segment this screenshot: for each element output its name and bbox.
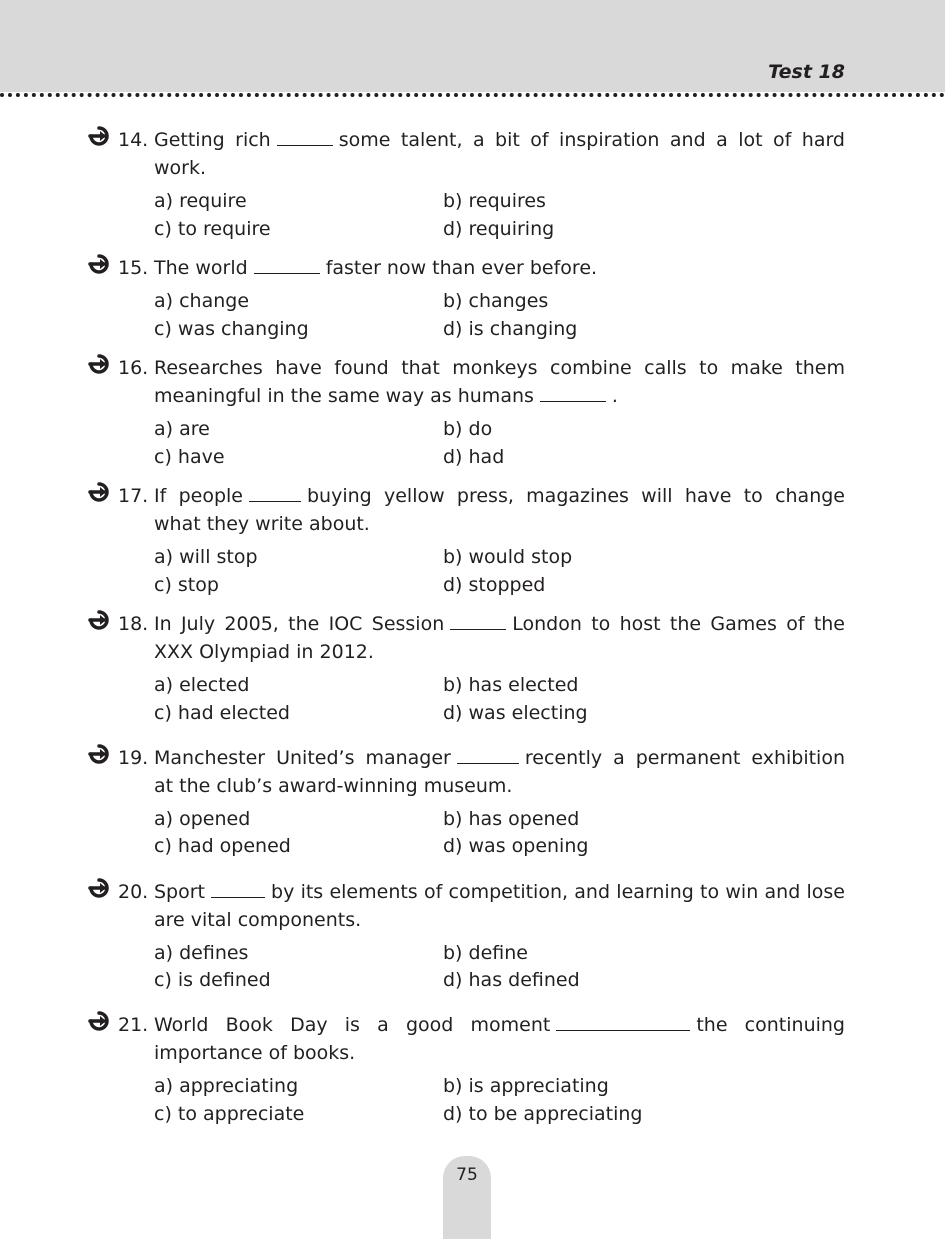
arrow-bullet-icon [88, 481, 114, 503]
option-b[interactable]: b) changes [443, 290, 549, 312]
question-text-after: buying yellow press, magazines will have to change what they write about. [154, 485, 845, 535]
question-number: 21. [118, 1014, 149, 1036]
question-text [154, 126, 845, 182]
question-text-after: recently a permanent exhibition at the club’s award-winning museum. [154, 747, 845, 797]
arrow-bullet-icon [88, 877, 114, 899]
option-c[interactable]: c) to require [154, 218, 271, 240]
question-number: 16. [118, 357, 149, 379]
answer-blank [249, 483, 301, 502]
question-text-before: Researches have found that monkeys combine calls to make them meaningful in the same way as humans [154, 357, 845, 407]
option-d[interactable]: d) was opening [443, 835, 589, 857]
question-text-after: by its elements of competition, and learning to win and lose are vital components. [154, 881, 845, 931]
option-b[interactable]: b) is appreciating [443, 1075, 609, 1097]
option-d[interactable]: d) is changing [443, 318, 578, 340]
option-a[interactable]: a) elected [154, 674, 250, 696]
question-number: 15. [118, 257, 149, 279]
question-number: 18. [118, 613, 149, 635]
question-text-before: In July 2005, the IOC Session [154, 613, 445, 635]
question-text-before: Sport [154, 881, 206, 903]
question-text-after: the continuing importance of books. [154, 1014, 845, 1064]
option-a[interactable]: a) change [154, 290, 250, 312]
answer-blank [457, 745, 519, 764]
option-c[interactable]: c) had elected [154, 702, 290, 724]
page-number: 75 [456, 1165, 478, 1185]
arrow-bullet-icon [88, 609, 114, 631]
option-d[interactable]: d) had [443, 446, 505, 468]
question-text [154, 878, 845, 934]
test-label: Test 18 [768, 61, 845, 83]
option-a[interactable]: a) are [154, 418, 210, 440]
option-a[interactable]: a) require [154, 190, 247, 212]
question-number: 14. [118, 129, 149, 151]
answer-blank [556, 1012, 690, 1031]
option-c[interactable]: c) is defined [154, 969, 271, 991]
question-text-before: World Book Day is a good moment [154, 1014, 551, 1036]
arrow-bullet-icon [88, 1010, 114, 1032]
option-b[interactable]: b) do [443, 418, 493, 440]
answer-blank [540, 383, 606, 402]
arrow-bullet-icon [88, 125, 114, 147]
option-b[interactable]: b) would stop [443, 546, 573, 568]
option-a[interactable]: a) will stop [154, 546, 258, 568]
option-b[interactable]: b) has opened [443, 808, 580, 830]
answer-blank [211, 879, 265, 898]
question-text-after: some talent, a bit of inspiration and a lot of hard work. [154, 129, 845, 179]
option-d[interactable]: d) was electing [443, 702, 588, 724]
option-b[interactable]: b) has elected [443, 674, 579, 696]
option-d[interactable]: d) requiring [443, 218, 555, 240]
question-text [154, 254, 845, 282]
dotted-divider [0, 93, 945, 97]
option-b[interactable]: b) define [443, 942, 528, 964]
question-text-after: . [611, 385, 618, 407]
question-text [154, 744, 845, 800]
option-c[interactable]: c) was changing [154, 318, 309, 340]
question-text [154, 610, 845, 666]
question-text-before: The world [154, 257, 248, 279]
option-d[interactable]: d) stopped [443, 574, 546, 596]
option-a[interactable]: a) appreciating [154, 1075, 299, 1097]
option-a[interactable]: a) defines [154, 942, 249, 964]
arrow-bullet-icon [88, 743, 114, 765]
question-text-before: If people [154, 485, 243, 507]
question-text-before: Manchester United’s manager [154, 747, 451, 769]
question-number: 20. [118, 881, 149, 903]
question-text-after: faster now than ever before. [325, 257, 598, 279]
question-text-after: London to host the Games of the XXX Olympiad in 2012. [154, 613, 845, 663]
arrow-bullet-icon [88, 353, 114, 375]
answer-blank [277, 127, 333, 146]
option-c[interactable]: c) to appreciate [154, 1103, 305, 1125]
question-number: 19. [118, 747, 149, 769]
question-text [154, 482, 845, 538]
answer-blank [254, 255, 320, 274]
option-a[interactable]: a) opened [154, 808, 251, 830]
answer-blank [450, 611, 506, 630]
option-b[interactable]: b) requires [443, 190, 546, 212]
arrow-bullet-icon [88, 253, 114, 275]
option-c[interactable]: c) have [154, 446, 225, 468]
option-c[interactable]: c) stop [154, 574, 219, 596]
option-d[interactable]: d) to be appreciating [443, 1103, 643, 1125]
question-number: 17. [118, 485, 149, 507]
question-text [154, 354, 845, 410]
option-d[interactable]: d) has defined [443, 969, 580, 991]
question-text [154, 1011, 845, 1067]
question-text-before: Getting rich [154, 129, 271, 151]
option-c[interactable]: c) had opened [154, 835, 291, 857]
